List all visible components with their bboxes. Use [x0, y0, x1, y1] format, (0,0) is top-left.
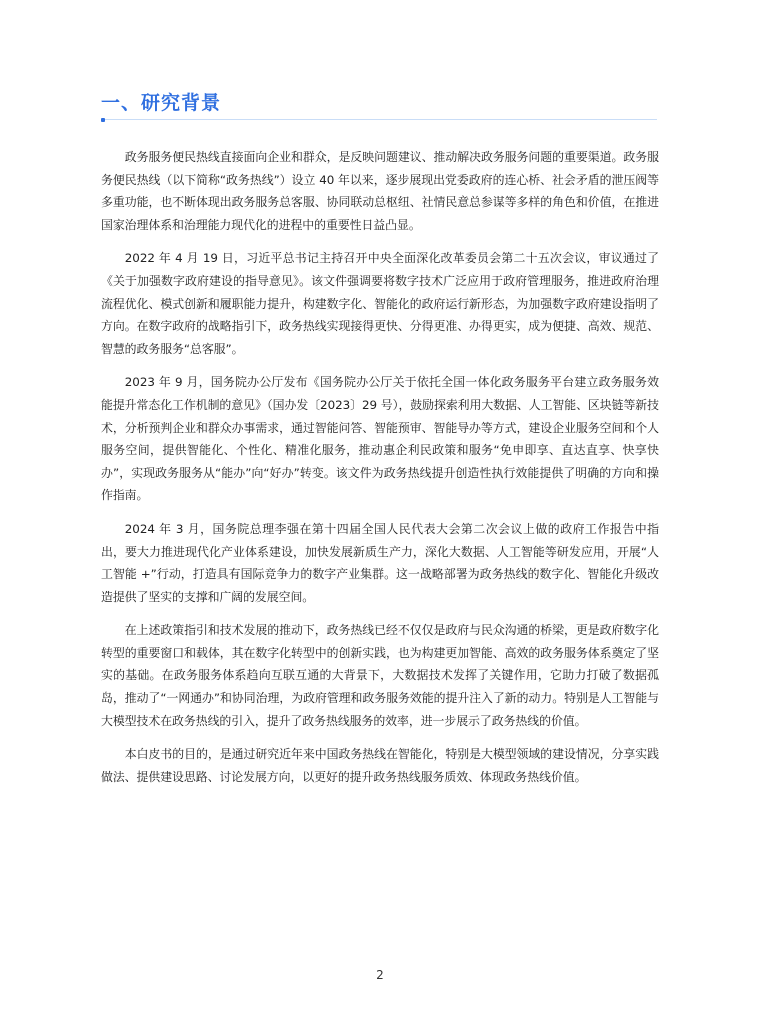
paragraph-2023-policy: 2023 年 9 月，国务院办公厅发布《国务院办公厅关于依托全国一体化政务服务平台建立政务服务效能提升常态化工作机制的意见》（国办发〔2023〕29 号），鼓励探索利用大数据、人工智能、区块链等新技术，分析预判企业和群众办事需求，通过智能问答、智能预审、智能导办等方式，建设企业服务空间和个人服务空间，提供智能化、个性化、精准化服务，推动惠企利民政策和服务“免申即享、直达直享、快享快办”，实现政务服务从“能办”向“好办”转变。该文件为政务热线提升创造性执行效能提供了明确的方向和操作指南。	[101, 375, 659, 503]
body-text	[101, 146, 659, 799]
paragraph-whitepaper-purpose: 本白皮书的目的，是通过研究近年来中国政务热线在智能化，特别是大模型领域的建设情况，分享实践做法、提供建设思路、讨论发展方向，以更好的提升政务热线服务质效、体现政务热线价值。	[101, 747, 659, 784]
paragraph-background: 政务服务便民热线直接面向企业和群众，是反映问题建议、推动解决政务服务问题的重要渠道。政务服务便民热线（以下简称“政务热线”）设立 40 年以来，逐步展现出党委政府的连心桥、社会矛盾的泄压阀等多重功能，也不断体现出政务服务总客服、协同联动总枢纽、社情民意总参谋等多样的角色和价值，在推进国家治理体系和治理能力现代化的进程中的重要性日益凸显。	[101, 150, 659, 232]
section-header	[101, 90, 657, 121]
section-title: 一、研究背景	[101, 92, 222, 114]
paragraph-digital-transformation: 在上述政策指引和技术发展的推动下，政务热线已经不仅仅是政府与民众沟通的桥梁，更是政府数字化转型的重要窗口和载体，其在数字化转型中的创新实践，也为构建更加智能、高效的政务服务体系奠定了坚实的基础。在政务服务体系趋向互联互通的大背景下，大数据技术发挥了关键作用，它助力打破了数据孤岛，推动了“一网通办”和协同治理，为政府管理和政务服务效能的提升注入了新的动力。特别是人工智能与大模型技术在政务热线的引入，提升了政务热线服务的效率，进一步展示了政务热线的价值。	[101, 623, 659, 728]
title-underline	[101, 119, 657, 121]
page-number: 2	[376, 968, 384, 982]
title-underline-marker	[101, 118, 105, 122]
title-underline-line	[101, 119, 657, 120]
paragraph-2024-report: 2024 年 3 月，国务院总理李强在第十四届全国人民代表大会第二次会议上做的政府工作报告中指出，要大力推进现代化产业体系建设，加快发展新质生产力，深化大数据、人工智能等研发应用，开展“人工智能 +”行动，打造具有国际竞争力的数字产业集群。这一战略部署为政务热线的数字化、智能化升级改造提供了坚实的支撑和广阔的发展空间。	[101, 521, 659, 604]
paragraph-2022-policy: 2022 年 4 月 19 日，习近平总书记主持召开中央全面深化改革委员会第二十五次会议，审议通过了《关于加强数字政府建设的指导意见》。该文件强调要将数字技术广泛应用于政府管理服务，推进政府治理流程优化、模式创新和履职能力提升，构建数字化、智能化的政府运行新形态，为加强数字政府建设指明了方向。在数字政府的战略指引下，政务热线实现接得更快、分得更准、办得更实，成为便捷、高效、规范、智慧的政务服务“总客服”。	[101, 251, 659, 356]
